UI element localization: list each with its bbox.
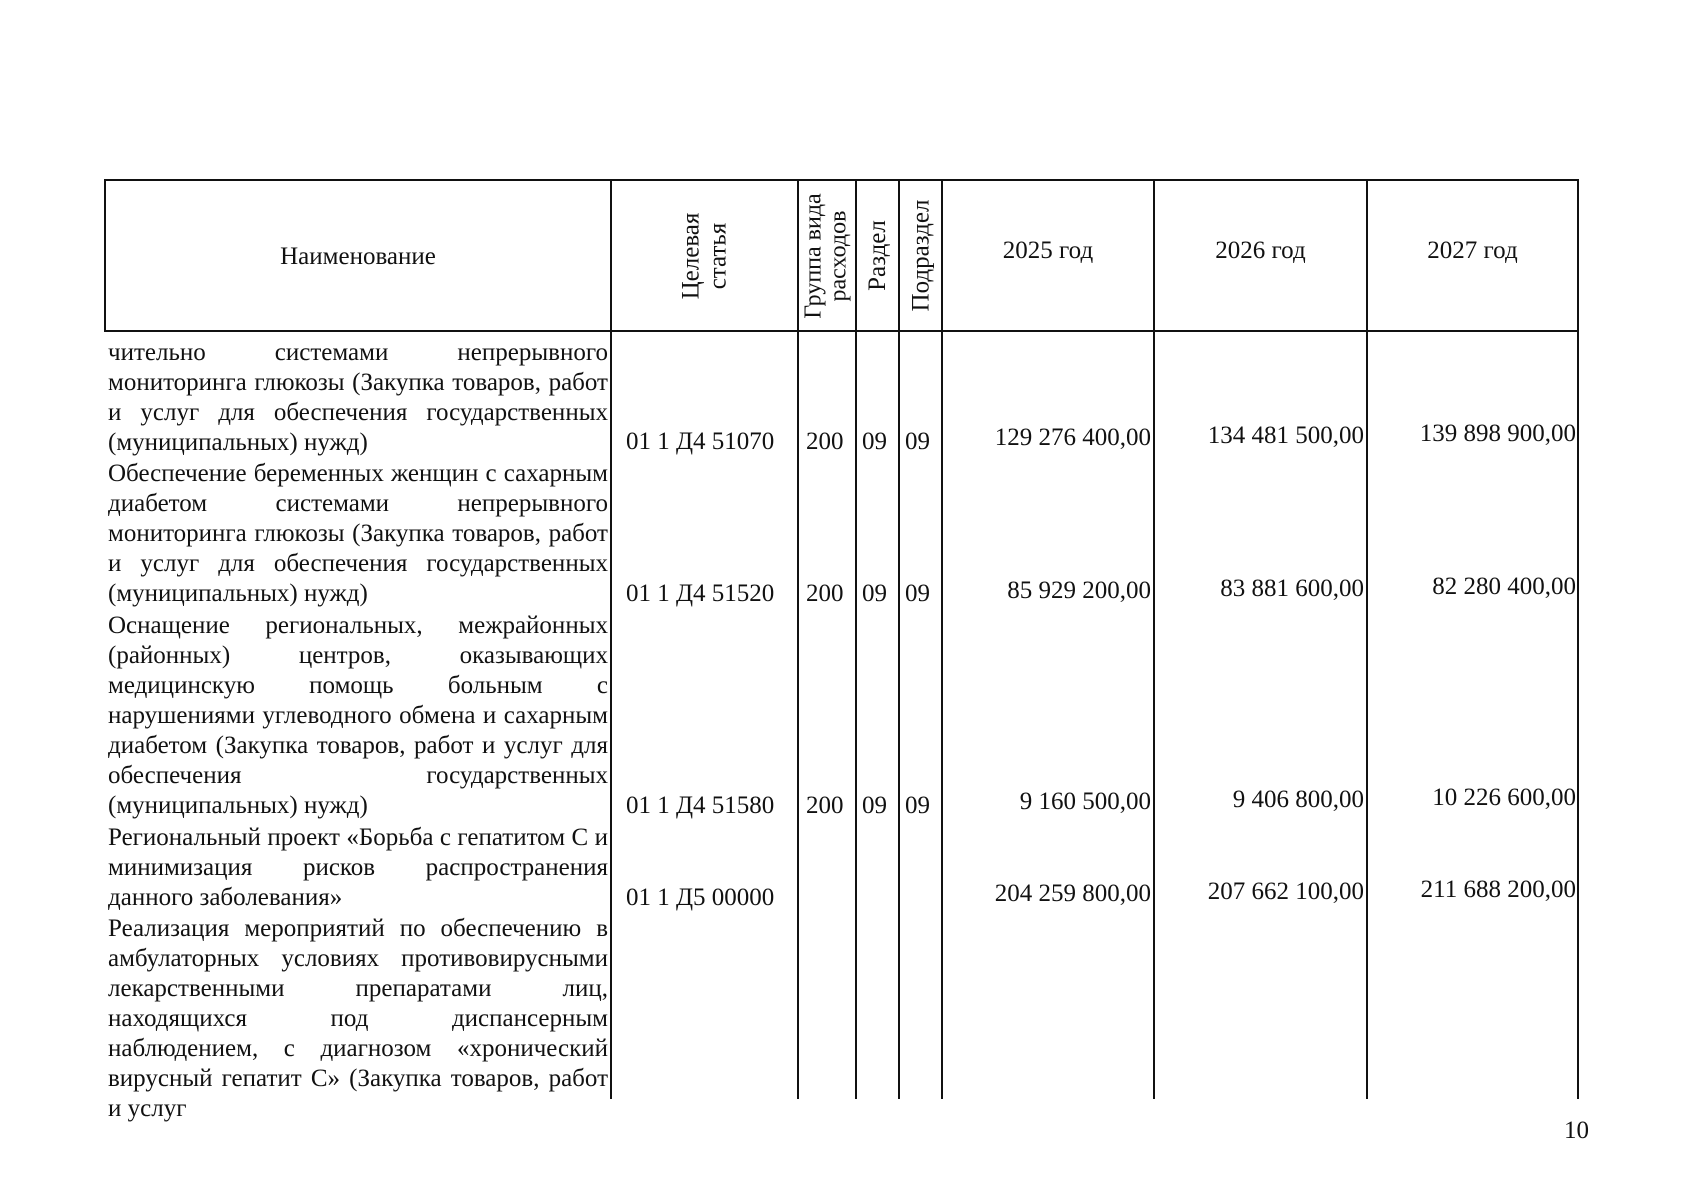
row-subsection: 09 [905,428,930,455]
row-value-2027: 211 688 200,00 [1420,876,1576,903]
row-value-2026: 134 481 500,00 [1207,422,1364,449]
row-group: 200 [806,580,844,607]
row-value-2025: 85 929 200,00 [1007,577,1151,604]
header-target-line1: Целевая [677,212,705,299]
col-border-5 [941,179,943,1099]
row-value-2025: 9 160 500,00 [1019,788,1151,815]
row-name: Обеспечение беременных женщин с сахарным диабетом системами непрерывного мониторинга глюкозы (Закупка товаров, работ и услуг для обеспечения государственных (муниципальных) нужд) [108,460,608,607]
row-code: 01 1 Д5 00000 [626,884,775,911]
row-code: 01 1 Д4 51070 [626,428,775,455]
header-name: Наименование [280,243,436,270]
header-section [857,181,898,330]
row-name: чительно системами непрерывного мониторинга глюкозы (Закупка товаров, работ и услуг для обеспечения государственных (муниципальных) нужд) [108,339,608,456]
header-expense-group-line1: Группа вида [801,192,827,319]
row-group: 200 [806,792,844,819]
row-section: 09 [862,580,887,607]
row-name: Реализация мероприятий по обеспечению в амбулаторных условиях противовирусными лекарственными препаратами лиц, находящихся под диспансерным наблюдением, с диагнозом «хронический вирусный гепатит С» (Закупка товаров, работ и услуг [108,915,608,1122]
row-value-2025: 129 276 400,00 [994,424,1151,451]
row-value-2026: 9 406 800,00 [1232,786,1364,813]
header-target [612,181,797,330]
header-2026: 2026 год [1215,237,1306,264]
row-subsection: 09 [905,580,930,607]
row-code: 01 1 Д4 51520 [626,580,775,607]
row-section: 09 [862,792,887,819]
row-value-2025: 204 259 800,00 [994,880,1151,907]
row-value-2027: 82 280 400,00 [1432,573,1576,600]
row-value-2027: 10 226 600,00 [1432,784,1576,811]
header-subsection-label: Подраздел [907,199,934,312]
col-border-8 [1577,179,1579,1099]
header-section-label: Раздел [864,220,891,291]
header-2025: 2025 год [1002,237,1094,264]
header-target-line2: статья [704,222,732,289]
row-name: Региональный проект «Борьба с гепатитом С и минимизация рисков распространения данного заболевания» [108,824,608,911]
header-bottom-border [104,330,1579,332]
col-border-7 [1366,179,1368,1099]
col-border-6 [1153,179,1155,1099]
row-code: 01 1 Д4 51580 [626,792,775,819]
row-name: Оснащение региональных, межрайонных (районных) центров, оказывающих медицинскую помощь больным с нарушениями углеводного обмена и сахарным диабетом (Закупка товаров, работ и услуг для обеспечения государственных (муниципальных) нужд) [108,612,608,819]
row-value-2027: 139 898 900,00 [1419,420,1576,447]
row-value-2026: 207 662 100,00 [1207,878,1364,905]
row-group: 200 [806,428,844,455]
row-section: 09 [862,428,887,455]
row-value-2026: 83 881 600,00 [1220,575,1364,602]
header-subsection [900,181,941,330]
row-subsection: 09 [905,792,930,819]
header-expense-group [799,181,855,330]
header-expense-group-line2: расходов [826,210,852,301]
page-number: 10 [1564,1117,1589,1144]
header-2027: 2027 год [1427,237,1518,264]
